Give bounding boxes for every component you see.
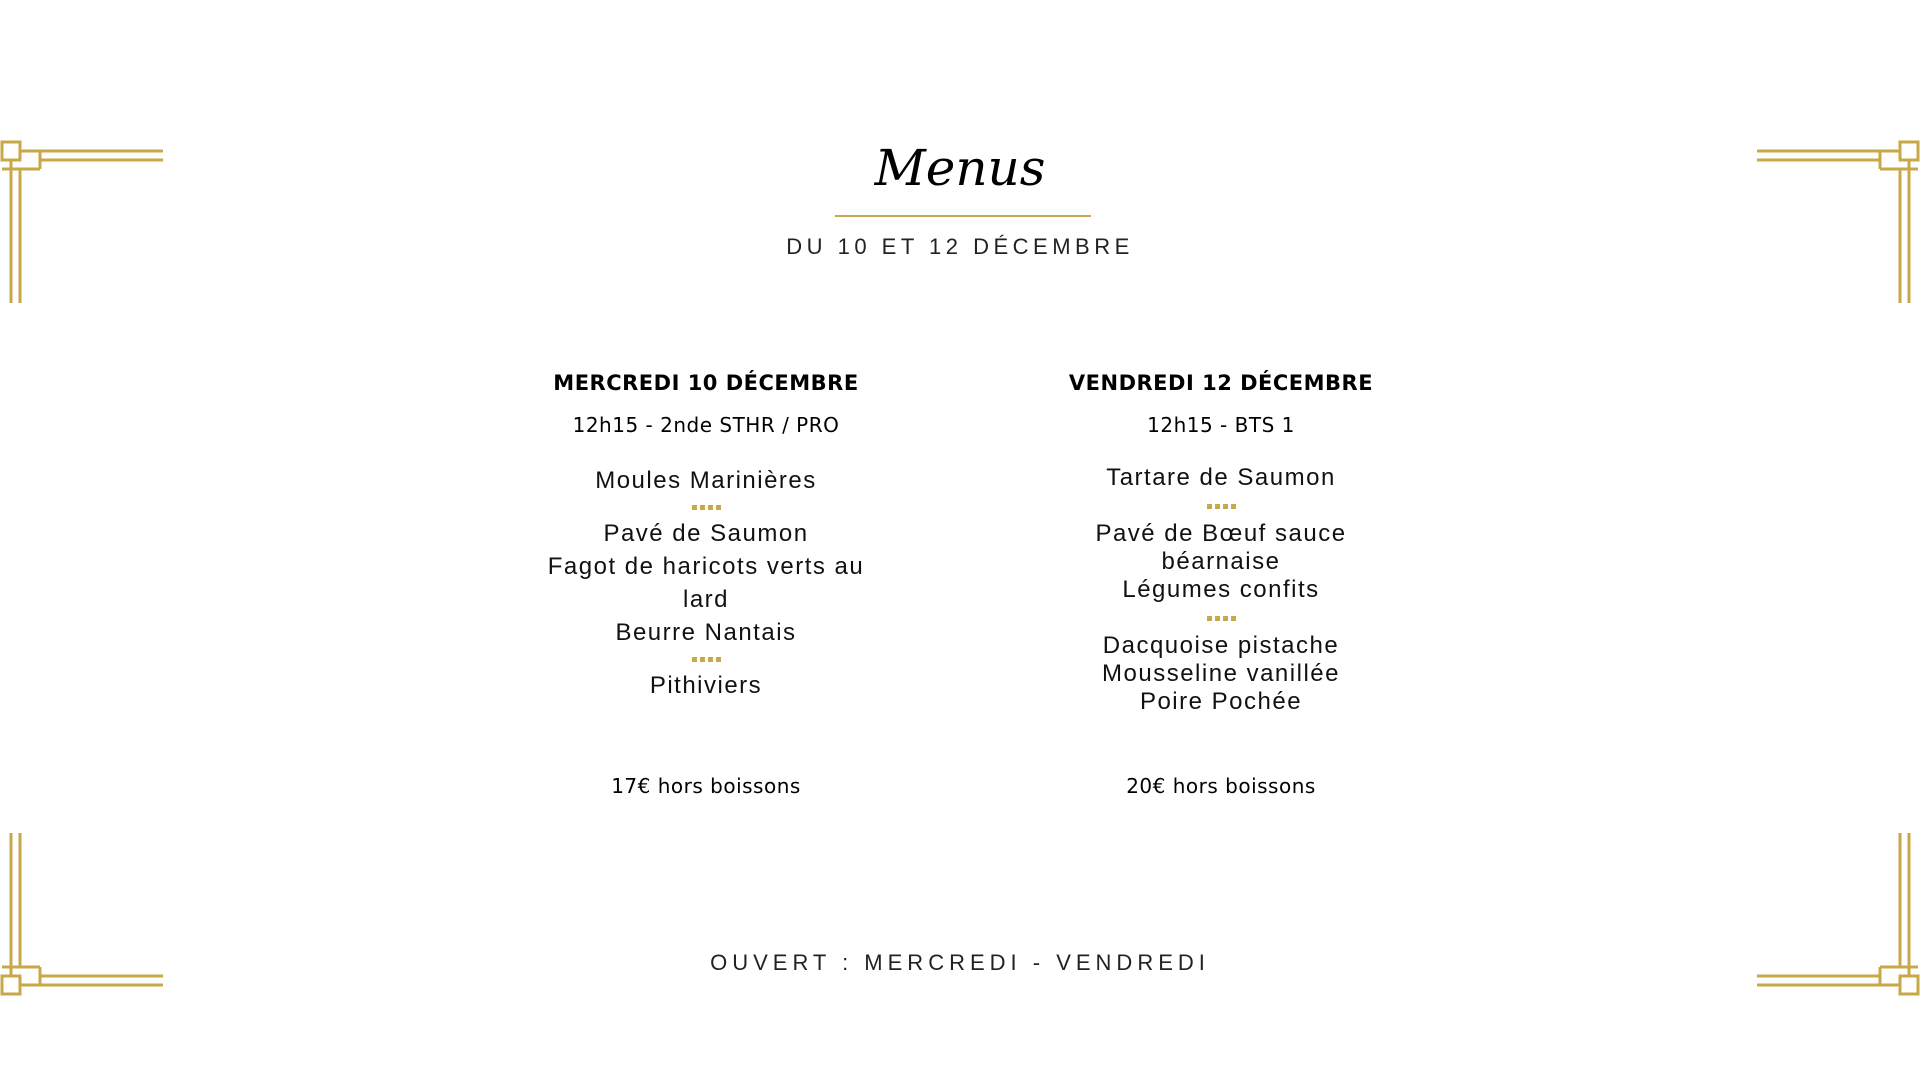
course-separator [516, 649, 896, 669]
main-line: Fagot de haricots verts au [547, 553, 865, 580]
course-separator [1031, 604, 1411, 632]
main-line: lard [682, 586, 730, 613]
menu-price: 20€ hors boissons [1126, 774, 1316, 798]
dessert-line: Poire Pochée [1139, 688, 1303, 715]
starter-line: Moules Marinières [595, 467, 817, 494]
menu-column-friday [1031, 366, 1411, 716]
opening-days: OUVERT : MERCREDI - VENDREDI [710, 950, 1210, 975]
menu-courses [1031, 464, 1411, 716]
dessert-line: Dacquoise pistache [1102, 632, 1340, 659]
menu-price: 17€ hors boissons [611, 774, 801, 798]
page-subtitle: DU 10 ET 12 DÉCEMBRE [786, 234, 1134, 259]
menu-column-wednesday [516, 366, 896, 702]
menu-day: VENDREDI 12 DÉCEMBRE [1068, 371, 1374, 395]
menu-courses [516, 464, 896, 702]
menu-session: 12h15 - 2nde STHR / PRO [572, 413, 840, 437]
menu-session: 12h15 - BTS 1 [1147, 413, 1295, 437]
title-underline [835, 215, 1091, 217]
starter-line: Tartare de Saumon [1106, 464, 1336, 491]
course-separator [516, 497, 896, 517]
course-separator [1031, 492, 1411, 520]
dessert-line: Mousseline vanillée [1102, 660, 1340, 687]
dessert-line: Pithiviers [649, 672, 763, 699]
main-line: Pavé de Saumon [603, 520, 809, 547]
main-line: Beurre Nantais [615, 619, 797, 646]
main-line: béarnaise [1161, 548, 1281, 575]
main-line: Pavé de Bœuf sauce [1095, 520, 1347, 547]
main-line: Légumes confits [1122, 576, 1320, 603]
menu-day: MERCREDI 10 DÉCEMBRE [553, 371, 859, 395]
page-title: Menus [874, 139, 1046, 197]
